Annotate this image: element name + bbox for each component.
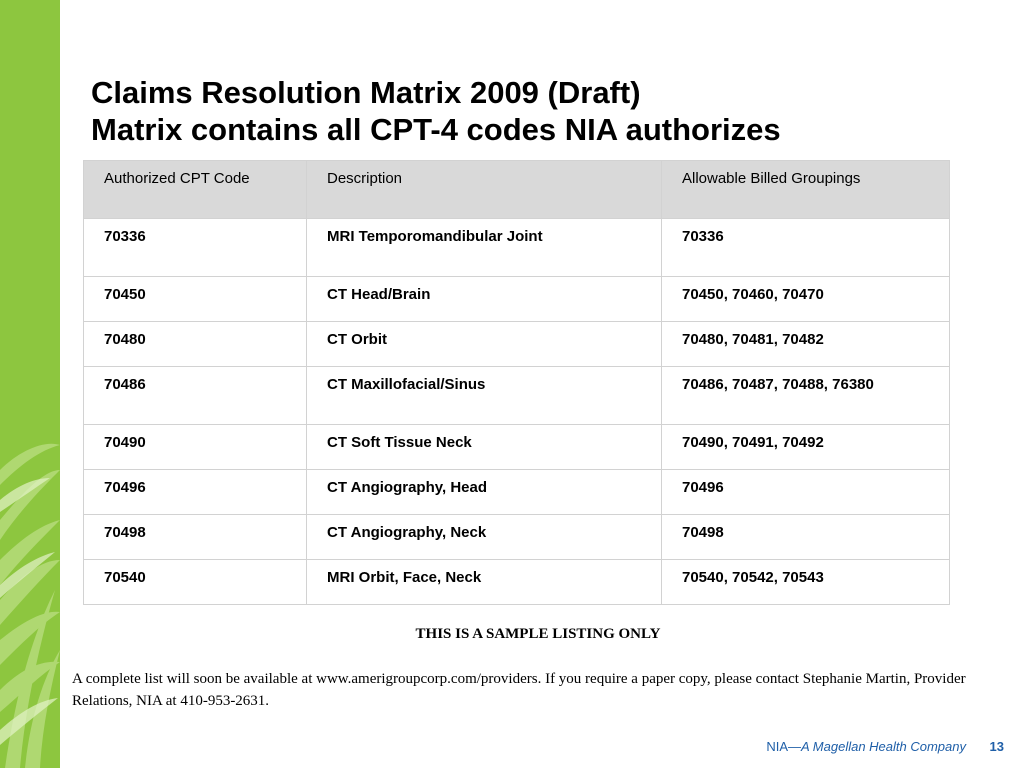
table-row [84,515,950,560]
table-row [84,277,950,322]
cell-groupings: 70480, 70481, 70482 [662,322,950,367]
cell-description: MRI Temporomandibular Joint [307,219,662,277]
table-row [84,425,950,470]
cell-code: 70486 [84,367,307,425]
header-groupings: Allowable Billed Groupings [662,161,950,219]
cell-description: CT Angiography, Head [307,470,662,515]
grass-leaves-graphic [0,0,60,768]
cpt-code-matrix-table [83,160,950,605]
cell-groupings: 70450, 70460, 70470 [662,277,950,322]
table-row [84,560,950,605]
cell-groupings: 70486, 70487, 70488, 76380 [662,367,950,425]
title-line-1: Claims Resolution Matrix 2009 (Draft) [91,75,641,110]
page-number: 13 [989,739,1004,754]
cell-description: MRI Orbit, Face, Neck [307,560,662,605]
cell-code: 70336 [84,219,307,277]
table-row [84,219,950,277]
availability-note: A complete list will soon be available at www.amerigroupcorp.com/providers. If you require a paper copy, please contact Stephanie Martin, Provider Relations, NIA at 410-953-2631. [72,671,966,709]
table-row [84,470,950,515]
cell-code: 70498 [84,515,307,560]
sidebar-decoration [0,0,60,768]
cell-groupings: 70496 [662,470,950,515]
cell-description: CT Angiography, Neck [307,515,662,560]
cell-code: 70450 [84,277,307,322]
cell-groupings: 70490, 70491, 70492 [662,425,950,470]
cell-groupings: 70498 [662,515,950,560]
title-line-2: Matrix contains all CPT-4 codes NIA authorizes [91,112,781,147]
cell-groupings: 70540, 70542, 70543 [662,560,950,605]
cell-code: 70490 [84,425,307,470]
slide-title [91,74,781,148]
sample-listing-notice: THIS IS A SAMPLE LISTING ONLY [415,626,661,642]
table-header-row [84,161,950,219]
cell-code: 70480 [84,322,307,367]
footer-company-prefix: NIA— [766,739,801,754]
cell-description: CT Maxillofacial/Sinus [307,367,662,425]
header-cpt-code: Authorized CPT Code [84,161,307,219]
table-row [84,367,950,425]
cell-groupings: 70336 [662,219,950,277]
cell-code: 70540 [84,560,307,605]
cell-description: CT Orbit [307,322,662,367]
header-description: Description [307,161,662,219]
table-row [84,322,950,367]
cell-description: CT Head/Brain [307,277,662,322]
footer-company [766,739,966,754]
cell-code: 70496 [84,470,307,515]
footer-company-name: A Magellan Health Company [801,739,966,754]
cell-description: CT Soft Tissue Neck [307,425,662,470]
